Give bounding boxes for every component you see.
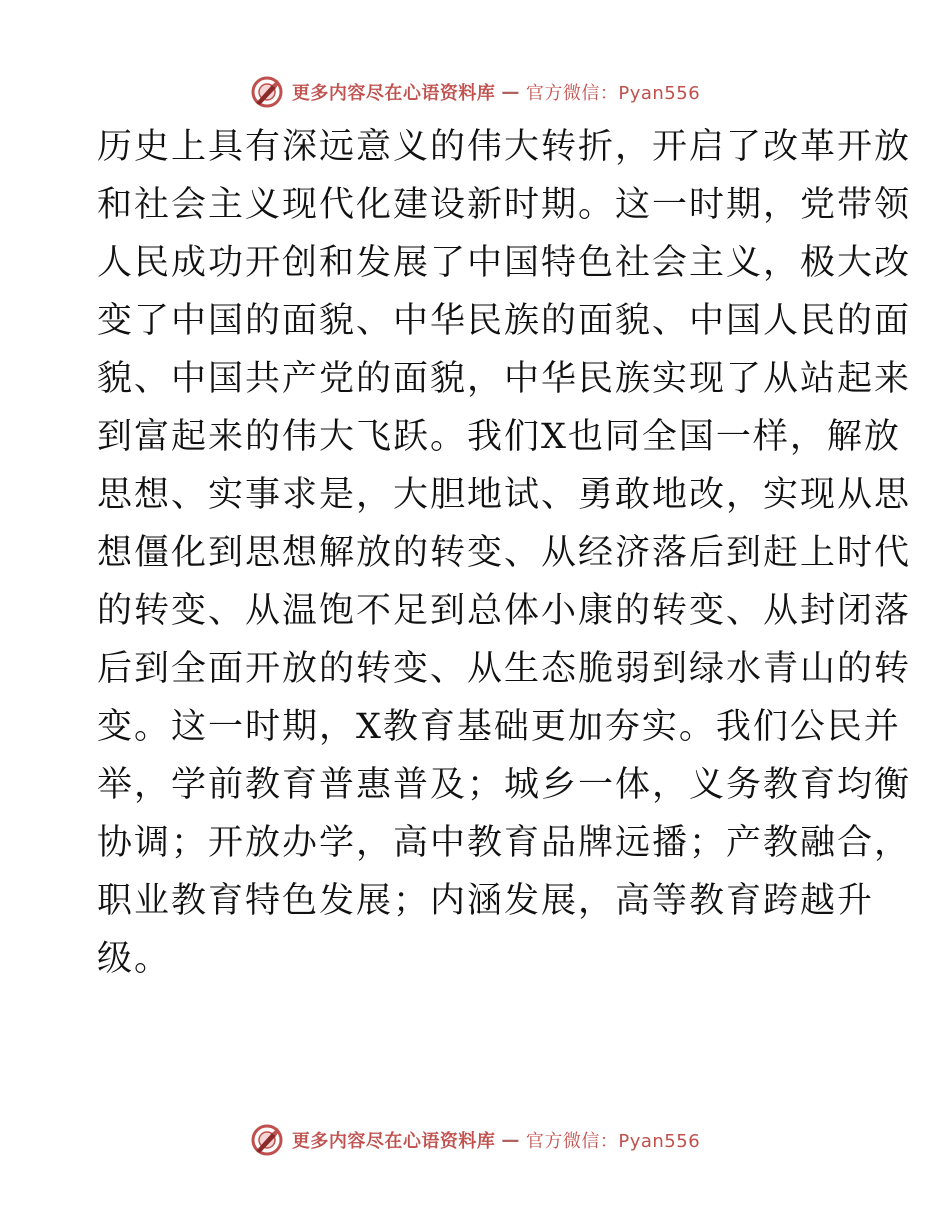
header-banner-main: 更多内容尽在心语资料库 — [291, 83, 496, 104]
header-banner-wechat: 官方微信：Pyan556 — [525, 83, 701, 104]
text-line-13: 协调；开放办学，高中教育品牌远播；产教融合， — [97, 823, 912, 863]
text-line-8: 想僵化到思想解放的转变、从经济落后到赶上时代 — [97, 533, 912, 573]
text-line-5: 貌、中国共产党的面貌，中华民族实现了从站起来 — [97, 359, 912, 399]
text-line-7: 思想、实事求是，大胆地试、勇敢地改，实现从思 — [97, 475, 912, 515]
footer-banner-text — [292, 1127, 700, 1153]
text-line-10: 后到全面开放的转变、从生态脆弱到绿水青山的转 — [97, 649, 912, 689]
text-line-14: 职业教育特色发展；内涵发展，高等教育跨越升 — [97, 881, 875, 921]
text-line-11: 变。这一时期，X教育基础更加夯实。我们公民并 — [97, 707, 901, 747]
footer-banner — [0, 1120, 950, 1160]
text-line-4: 变了中国的面貌、中华民族的面貌、中国人民的面 — [97, 301, 912, 341]
footer-banner-wechat: 官方微信：Pyan556 — [525, 1131, 701, 1152]
text-line-1: 历史上具有深远意义的伟大转折，开启了改革开放 — [97, 127, 912, 167]
text-line-6: 到富起来的伟大飞跃。我们X也同全国一样，解放 — [97, 417, 901, 457]
text-line-12: 举，学前教育普惠普及；城乡一体，义务教育均衡 — [97, 765, 912, 805]
header-banner-text — [292, 79, 700, 105]
document-body — [97, 118, 912, 988]
text-line-3: 人民成功开创和发展了中国特色社会主义，极大改 — [97, 243, 912, 283]
feather-pen-logo-icon — [250, 1123, 284, 1157]
footer-banner-dash: — — [501, 1129, 520, 1151]
text-line-9: 的转变、从温饱不足到总体小康的转变、从封闭落 — [97, 591, 912, 631]
footer-banner-main: 更多内容尽在心语资料库 — [291, 1131, 496, 1152]
text-line-2: 和社会主义现代化建设新时期。这一时期，党带领 — [97, 185, 912, 225]
feather-pen-logo-icon — [250, 75, 284, 109]
header-banner-dash: — — [501, 81, 520, 103]
header-banner — [0, 72, 950, 112]
text-line-15: 级。 — [97, 939, 172, 979]
